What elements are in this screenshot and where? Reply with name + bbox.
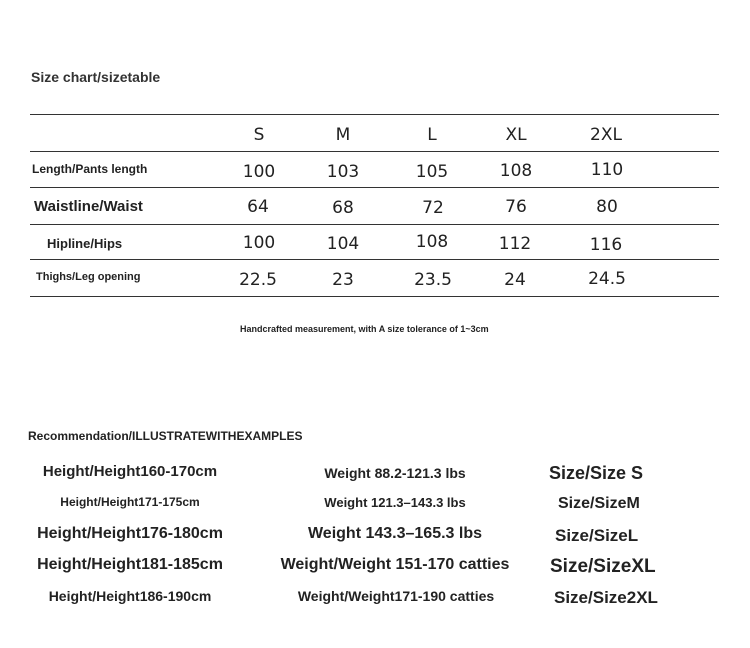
table-cell: 100 [242,233,276,253]
row-label-waist: Waistline/Waist [34,198,143,215]
table-cell: 24.5 [588,269,626,289]
table-cell: 22.5 [239,270,277,290]
weight-range: Weight/Weight 151-170 catties [280,556,510,573]
table-cell: 64 [247,197,269,217]
table-cell: 23.5 [414,270,452,290]
table-cell: 112 [498,234,532,254]
weight-range: Weight/Weight171-190 catties [297,588,495,604]
column-header-l: L [427,125,437,145]
size-recommendation: Size/SizeXL [550,556,656,577]
size-recommendation: Size/SizeM [558,495,640,512]
column-header-2xl: 2XL [590,125,622,145]
table-cell: 108 [415,232,449,252]
size-recommendation: Size/Size2XL [554,588,658,607]
table-divider [30,114,719,115]
height-range: Height/Height171-175cm [60,495,200,509]
table-cell: 110 [590,160,624,180]
table-cell: 68 [332,198,354,218]
size-chart-title: Size chart/sizetable [31,69,161,85]
table-divider [30,296,719,297]
weight-range: Weight 121.3–143.3 lbs [324,495,466,510]
table-cell: 24 [504,270,526,290]
row-label-hips: Hipline/Hips [47,236,123,251]
row-label-length: Length/Pants length [32,162,148,176]
table-cell: 108 [499,161,533,181]
table-cell: 116 [589,235,623,255]
column-header-s: S [253,125,265,145]
height-range: Height/Height160-170cm [42,463,218,480]
weight-range: Weight 88.2-121.3 lbs [324,465,466,481]
weight-range: Weight 143.3–165.3 lbs [307,525,483,542]
table-cell: 105 [415,162,449,182]
table-divider [30,187,719,188]
table-cell: 23 [332,270,354,290]
table-divider [30,151,719,152]
measurement-note: Handcrafted measurement, with A size tolerance of 1~3cm [240,324,489,334]
table-cell: 76 [505,197,527,217]
table-cell: 103 [326,162,360,182]
column-header-m: M [335,125,351,145]
table-divider [30,259,719,260]
table-divider [30,224,719,225]
height-range: Height/Height186-190cm [48,588,212,604]
row-label-thighs: Thighs/Leg opening [36,271,141,283]
height-range: Height/Height176-180cm [37,525,223,542]
height-range: Height/Height181-185cm [37,556,223,573]
table-cell: 72 [422,198,444,218]
size-recommendation: Size/SizeL [555,526,639,545]
size-recommendation: Size/Size S [549,463,644,483]
recommendation-title: Recommendation/ILLUSTRATEWITHEXAMPLES [28,429,303,443]
table-cell: 80 [596,197,618,217]
table-cell: 104 [326,234,360,254]
column-header-xl: XL [505,125,527,145]
table-cell: 100 [242,162,276,182]
